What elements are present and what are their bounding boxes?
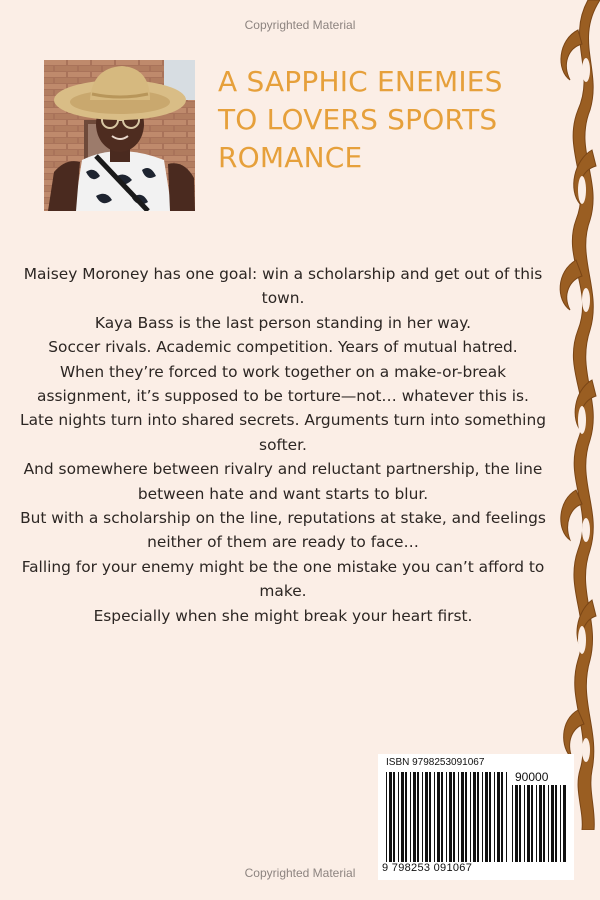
barcode-bar <box>401 772 404 862</box>
decorative-vine-border <box>548 0 600 830</box>
barcode-bar <box>497 772 500 862</box>
barcode-bar <box>527 785 530 862</box>
tagline-line-2: TO LOVERS SPORTS <box>218 103 498 136</box>
blurb-paragraph: When they’re forced to work together on a make-or-break assignment, it’s supposed to be torture—not… whatever this is. <box>37 362 529 406</box>
barcode-bar <box>393 772 395 862</box>
blurb-paragraph: But with a scholarship on the line, reputations at stake, and feelings neither of them are ready to face… <box>20 509 546 552</box>
barcode-bar <box>422 772 423 862</box>
isbn-label: ISBN 9798253091067 <box>386 757 485 768</box>
book-blurb <box>18 262 548 628</box>
barcode-bar <box>413 772 416 862</box>
barcode-bar <box>548 785 549 862</box>
blurb-paragraph: Soccer rivals. Academic competition. Years of mutual hatred. <box>48 338 518 357</box>
blurb-paragraph: Especially when she might break your heart first. <box>93 606 473 625</box>
barcode-bar <box>405 772 407 862</box>
blurb-paragraph: And somewhere between rivalry and reluctant partnership, the line between hate and want starts to blur. <box>23 460 543 503</box>
isbn-barcode <box>378 754 574 880</box>
barcode-bar <box>389 772 392 862</box>
barcode-bar <box>506 772 507 862</box>
barcode-bar <box>563 785 566 862</box>
tagline-line-3: ROMANCE <box>218 141 363 174</box>
author-photo <box>44 60 195 211</box>
barcode-bar <box>531 785 533 862</box>
barcode-bar <box>446 772 447 862</box>
barcode-bar <box>461 772 464 862</box>
barcode-bar <box>465 772 467 862</box>
tagline-heading <box>218 63 558 177</box>
barcode-bar <box>429 772 431 862</box>
barcode-bar <box>555 785 557 862</box>
barcode-bar <box>458 772 459 862</box>
barcode-bar <box>477 772 479 862</box>
barcode-digits: 9 798253 091067 <box>382 862 473 874</box>
barcode-bar <box>524 785 525 862</box>
barcode-bar <box>434 772 435 862</box>
barcode-bar <box>437 772 440 862</box>
blurb-paragraph: Maisey Moroney has one goal: win a scholarship and get out of this town. <box>23 265 543 308</box>
barcode-bar <box>536 785 537 862</box>
barcode-bar <box>494 772 495 862</box>
barcode-bar <box>386 772 387 862</box>
barcode-bar <box>398 772 399 862</box>
barcode-bar <box>410 772 411 862</box>
barcode-bar <box>453 772 455 862</box>
barcode-bar <box>485 772 488 862</box>
barcode-bars-addon <box>512 785 568 862</box>
barcode-bar <box>551 785 554 862</box>
copyright-watermark-top: Copyrighted Material <box>244 18 356 32</box>
barcode-bar <box>512 785 513 862</box>
author-photo-illustration <box>44 60 195 211</box>
blurb-paragraph: Falling for your enemy might be the one mistake you can’t afford to make. <box>21 557 545 601</box>
blurb-paragraph: Kaya Bass is the last person standing in her way. <box>94 313 472 332</box>
barcode-bar <box>501 772 503 862</box>
barcode-bar <box>560 785 561 862</box>
copyright-watermark-bottom: Copyrighted Material <box>244 866 356 880</box>
barcode-bar <box>425 772 428 862</box>
barcode-bar <box>519 785 521 862</box>
barcode-bar <box>470 772 471 862</box>
barcode-bars-main <box>386 772 510 862</box>
tagline-line-1: A SAPPHIC ENEMIES <box>218 65 503 98</box>
barcode-bar <box>417 772 419 862</box>
barcode-bar <box>441 772 443 862</box>
barcode-bar <box>543 785 545 862</box>
barcode-bar <box>489 772 491 862</box>
price-code: 90000 <box>515 770 549 784</box>
barcode-bar <box>539 785 542 862</box>
barcode-bar <box>482 772 483 862</box>
barcode-bar <box>515 785 518 862</box>
barcode-bar <box>449 772 452 862</box>
blurb-paragraph: Late nights turn into shared secrets. Arguments turn into something softer. <box>20 411 546 454</box>
barcode-bar <box>473 772 476 862</box>
